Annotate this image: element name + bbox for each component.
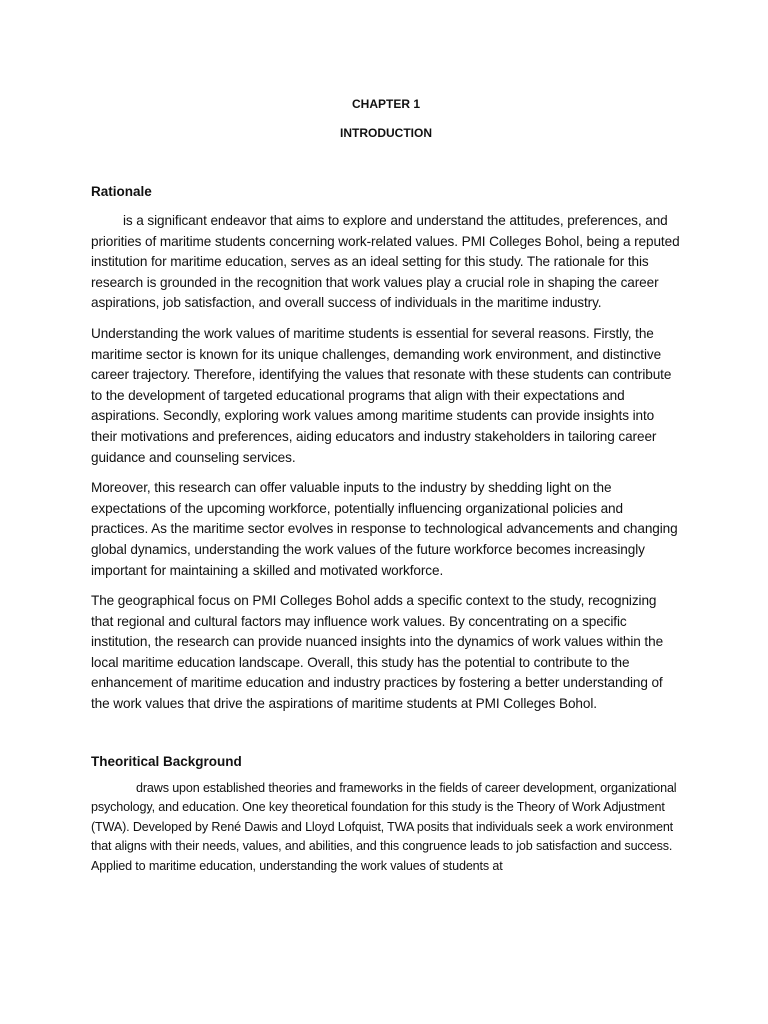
theoretical-background-paragraph: draws upon established theories and frameworks in the fields of career development, organizational psychology, and education. One key theoretical foundation for this study is the Theory of Work Adjustment (TWA). Developed by René Dawis and Lloyd Lofquist, TWA posits that individuals seek a work environment that aligns with their needs, values, and abilities, and this congruence leads to job satisfaction and success. Applied to maritime education, understanding the work values of students at [91,780,677,874]
rationale-paragraph-3: Moreover, this research can offer valuable inputs to the industry by shedding light on the expectations of the upcoming workforce, potentially influencing organizational policies and practices. As the maritime sector evolves in response to technological advancements and changing global dynamics, understanding the work values of the future workforce becomes increasingly important for maintaining a skilled and motivated workforce. [91,480,678,578]
rationale-paragraph-2: Understanding the work values of maritime students is essential for several reasons. Firstly, the maritime sector is known for its unique challenges, demanding work environment, and distinctive career trajectory. Therefore, identifying the values that resonate with these students can contribute to the development of targeted educational programs that align with their expectations and aspirations. Secondly, exploring work values among maritime students can provide insights into their motivations and preferences, aiding educators and industry stakeholders in tailoring career guidance and counseling services. [91,325,672,465]
chapter-number: CHAPTER 1 [351,97,420,111]
document-page [91,92,681,877]
chapter-title: INTRODUCTION [340,126,432,140]
theoretical-background-heading: Theoritical Background [91,753,242,769]
rationale-paragraph-1: is a significant endeavor that aims to explore and understand the attitudes, preferences, and priorities of maritime students concerning work-related values. PMI Colleges Bohol, being a reputed institution for maritime education, serves as an ideal setting for this study. The rationale for this research is grounded in the recognition that work values play a crucial role in shaping the career aspirations, job satisfaction, and overall success of individuals in the maritime industry. [91,213,680,311]
rationale-paragraph-4: The geographical focus on PMI Colleges Bohol adds a specific context to the study, recognizing that regional and cultural factors may influence work values. By concentrating on a specific institution, the research can provide nuanced insights into the dynamics of work values within the local maritime education landscape. Overall, this study has the potential to contribute to the enhancement of maritime education and industry practices by fostering a better understanding of the work values that drive the aspirations of maritime students at PMI Colleges Bohol. [91,593,664,712]
rationale-heading: Rationale [91,184,152,199]
